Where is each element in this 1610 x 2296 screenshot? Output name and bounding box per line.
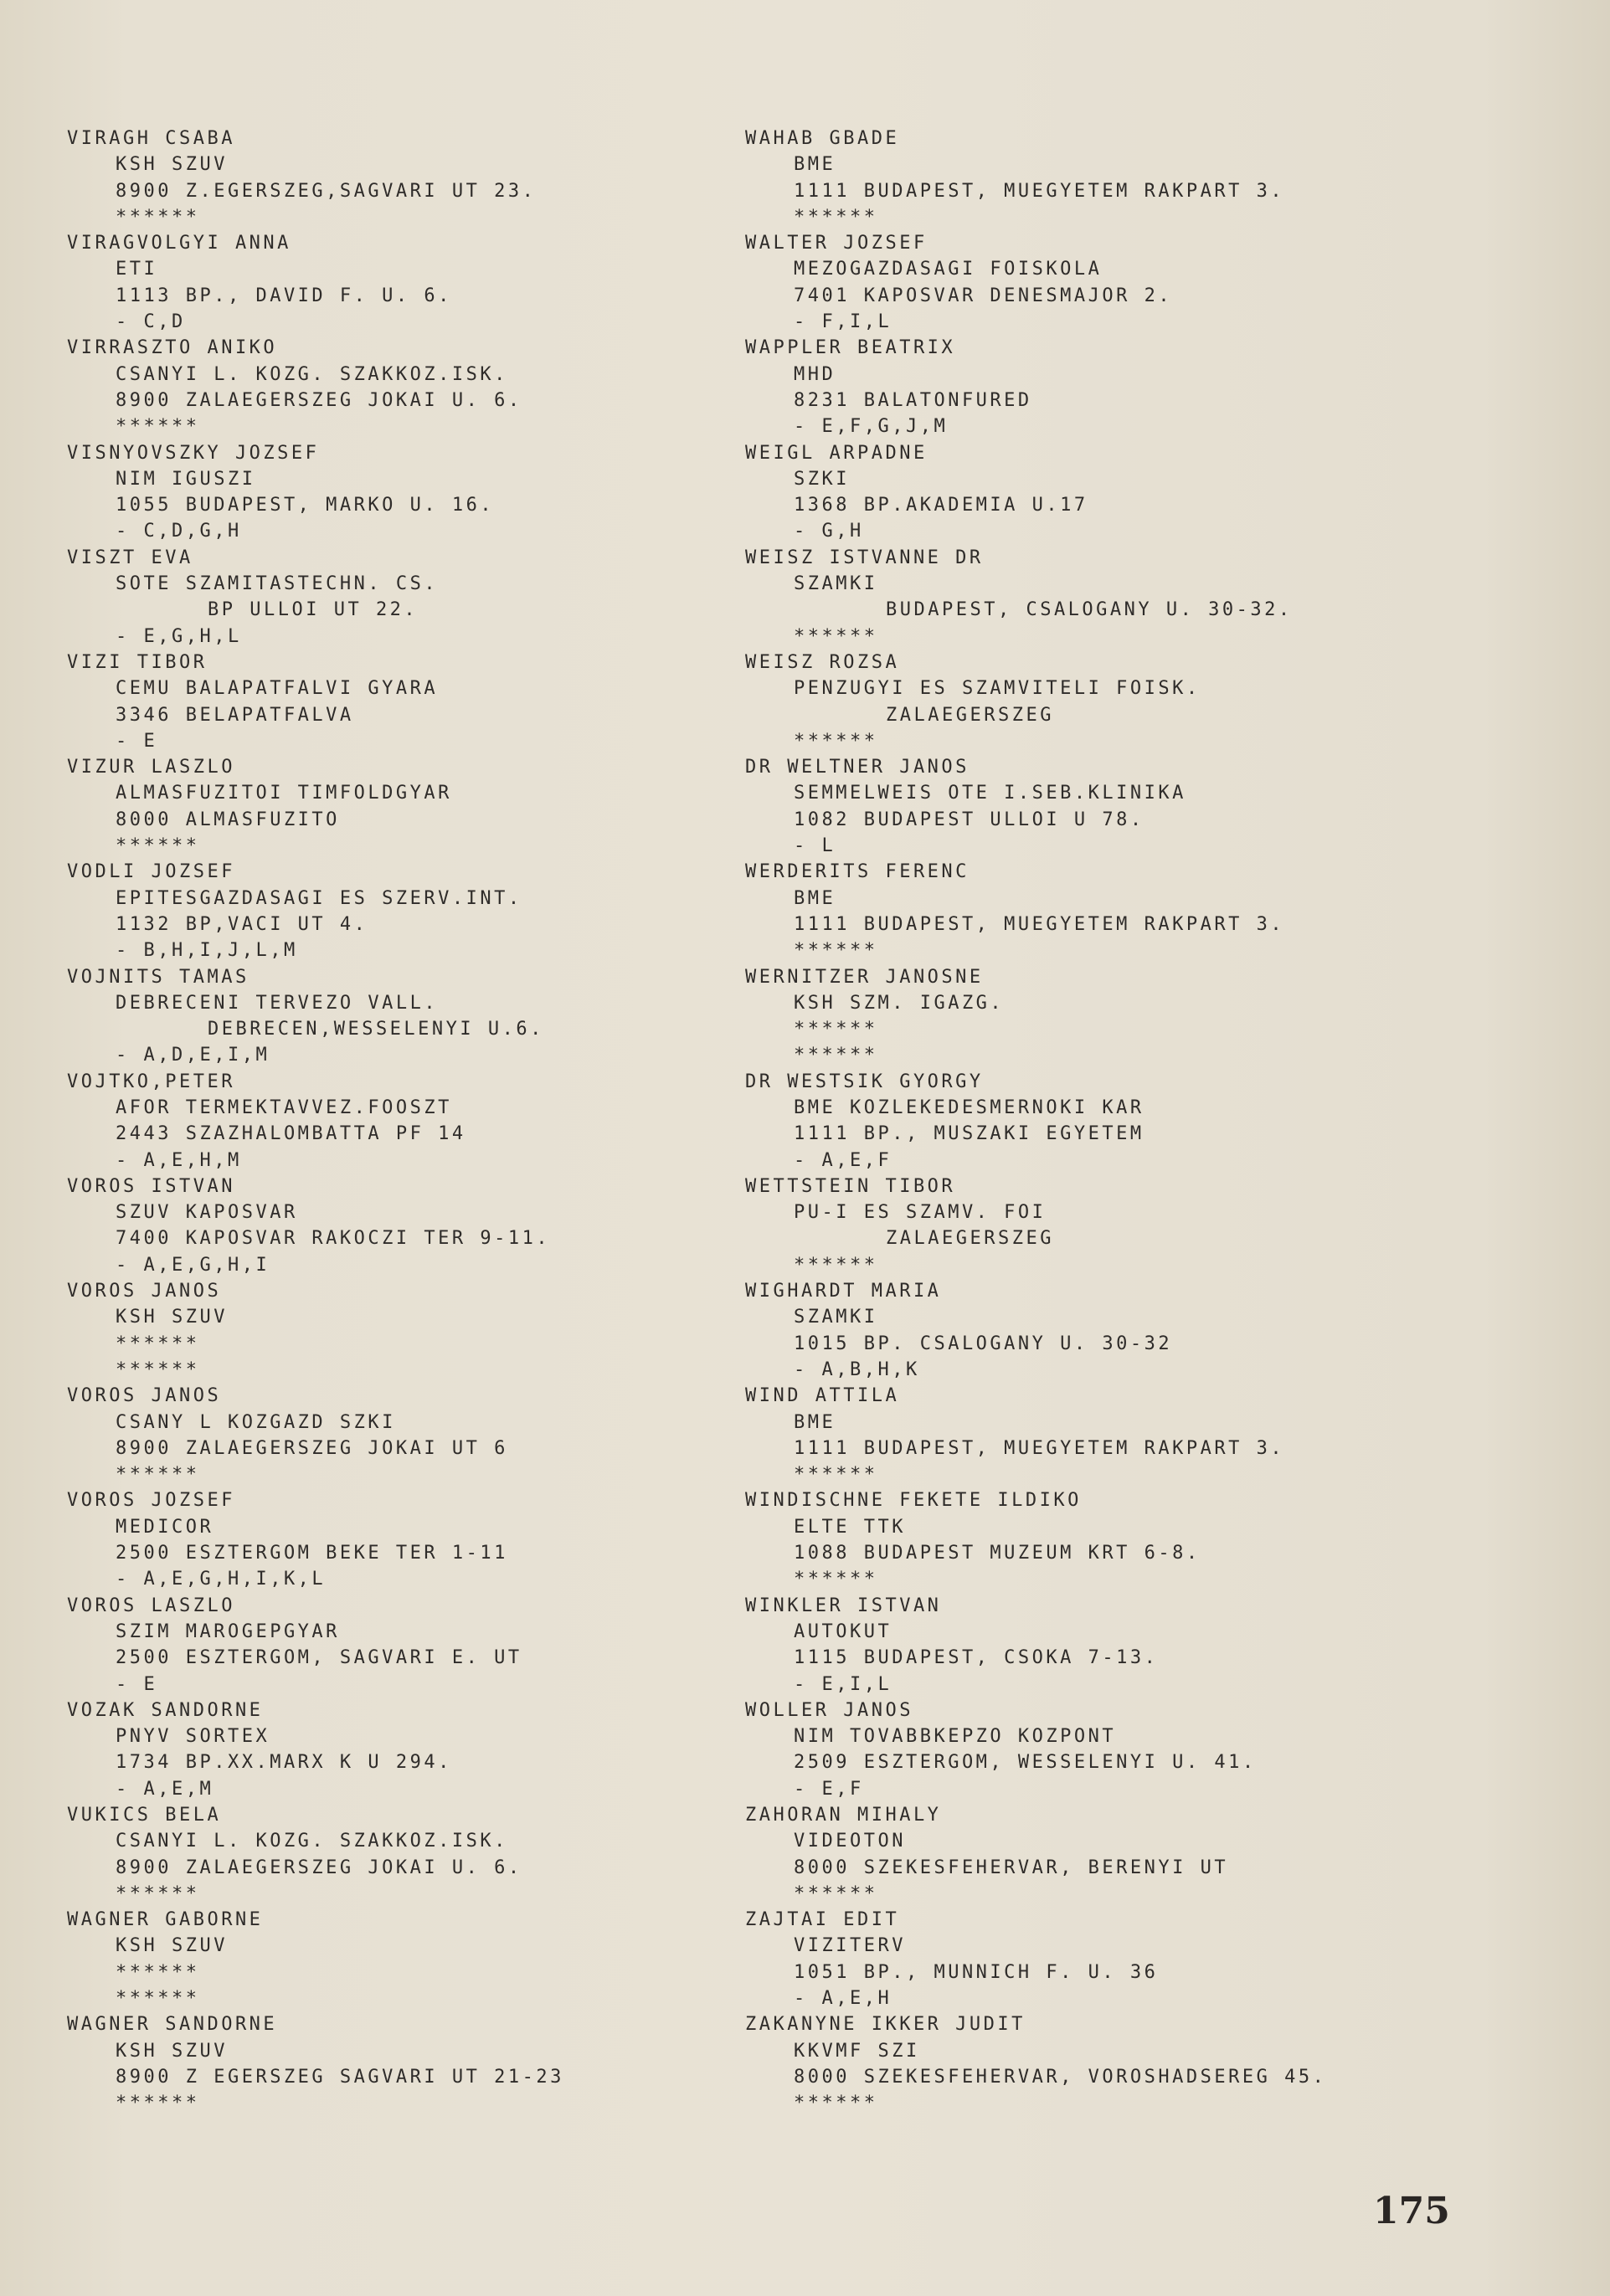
entry-detail-line: ****** xyxy=(794,1019,878,1040)
directory-entry xyxy=(67,440,564,545)
entry-detail-line: PNYV SORTEX xyxy=(116,1726,270,1748)
entry-name: VOZAK SANDORNE xyxy=(67,1699,264,1721)
entry-detail-line: ****** xyxy=(116,1333,200,1354)
entry-detail-line: NIM TOVABBKEPZO KOZPONT xyxy=(794,1726,1117,1748)
entry-detail-line: ****** xyxy=(794,625,878,647)
entry-detail-line: CEMU BALAPATFALVI GYARA xyxy=(116,678,439,700)
directory-entry xyxy=(67,859,564,963)
entry-detail-line: ****** xyxy=(116,416,200,438)
directory-entry xyxy=(745,1907,1326,2011)
entry-detail-line: MEDICOR xyxy=(116,1516,214,1538)
entry-detail-line: 2443 SZAZHALOMBATTA PF 14 xyxy=(116,1123,466,1145)
entry-detail-line: - A,D,E,I,M xyxy=(116,1045,270,1066)
entry-detail-line: 1115 BUDAPEST, CSOKA 7-13. xyxy=(794,1647,1159,1669)
directory-entry xyxy=(67,650,564,754)
entry-detail-line: KSH SZUV xyxy=(116,2040,228,2062)
entry-detail-line: DEBRECENI TERVEZO VALL. xyxy=(116,992,439,1014)
directory-entry xyxy=(745,754,1326,859)
directory-entry xyxy=(67,1907,564,2011)
directory-entry xyxy=(745,1593,1326,1698)
entry-name: WETTSTEIN TIBOR xyxy=(745,1175,956,1197)
directory-entry xyxy=(745,1278,1326,1383)
entry-detail-line: 8900 ZALAEGERSZEG JOKAI U. 6. xyxy=(116,389,522,411)
entry-detail-line: AUTOKUT xyxy=(794,1621,892,1642)
entry-detail-line: SZIM MAROGEPGYAR xyxy=(116,1621,340,1642)
entry-detail-line: BME xyxy=(794,1411,836,1433)
entry-detail-line: 7400 KAPOSVAR RAKOCZI TER 9-11. xyxy=(116,1228,551,1250)
entry-detail-line: - C,D xyxy=(116,311,186,333)
entry-detail-line: NIM IGUSZI xyxy=(116,468,256,490)
entry-detail-line: - A,E,F xyxy=(794,1149,892,1171)
entry-detail-line: SEMMELWEIS OTE I.SEB.KLINIKA xyxy=(794,783,1186,804)
right-column xyxy=(745,126,1326,2117)
entry-detail-line: - G,H xyxy=(794,521,864,542)
entry-detail-line: KSH SZUV xyxy=(116,1935,228,1957)
directory-entry xyxy=(745,440,1326,545)
directory-entry xyxy=(745,1174,1326,1278)
entry-detail-line: 1051 BP., MUNNICH F. U. 36 xyxy=(794,1961,1159,1983)
entry-name: VIRAGVOLGYI ANNA xyxy=(67,233,291,254)
directory-entry xyxy=(67,230,564,335)
directory-entry xyxy=(67,1174,564,1278)
directory-entry xyxy=(67,1698,564,1802)
entry-detail-line: 8900 Z.EGERSZEG,SAGVARI UT 23. xyxy=(116,180,537,202)
entry-name: VOROS LASZLO xyxy=(67,1595,235,1616)
directory-entry xyxy=(745,859,1326,963)
entry-detail-line: 8231 BALATONFURED xyxy=(794,389,1032,411)
entry-detail-line: ****** xyxy=(116,2093,200,2114)
entry-detail-line: 8000 SZEKESFEHERVAR, VOROSHADSEREG 45. xyxy=(794,2066,1327,2088)
entry-detail-line: PU-I ES SZAMV. FOI xyxy=(794,1202,1047,1224)
entry-detail-line: 1082 BUDAPEST ULLOI U 78. xyxy=(794,809,1144,830)
entry-detail-line: ****** xyxy=(794,206,878,228)
entry-detail-line: KSH SZUV xyxy=(116,154,228,176)
directory-entry xyxy=(745,1069,1326,1174)
directory-entry xyxy=(745,126,1326,230)
entry-name: WAHAB GBADE xyxy=(745,128,900,149)
directory-entry xyxy=(67,545,564,650)
entry-detail-line: - A,E,G,H,I xyxy=(116,1254,270,1276)
entry-detail-line: 2509 ESZTERGOM, WESSELENYI U. 41. xyxy=(794,1752,1257,1774)
entry-detail-line: - A,B,H,K xyxy=(794,1359,920,1380)
directory-entry xyxy=(745,1698,1326,1802)
entry-detail-line: ****** xyxy=(794,2093,878,2114)
entry-detail-line: MEZOGAZDASAGI FOISKOLA xyxy=(794,259,1103,280)
entry-detail-line: 1055 BUDAPEST, MARKO U. 16. xyxy=(116,495,495,516)
entry-name: WAGNER SANDORNE xyxy=(67,2014,278,2036)
entry-detail-line: - L xyxy=(794,835,836,857)
entry-detail-line: CSANY L KOZGAZD SZKI xyxy=(116,1411,396,1433)
entry-detail-line: KKVMF SZI xyxy=(794,2040,920,2062)
entry-detail-line: 1111 BUDAPEST, MUEGYETEM RAKPART 3. xyxy=(794,180,1285,202)
entry-detail-line: - A,E,H xyxy=(794,1988,892,2010)
entry-detail-line: - A,E,M xyxy=(116,1778,214,1800)
directory-entry xyxy=(67,964,564,1069)
entry-detail-line: CSANYI L. KOZG. SZAKKOZ.ISK. xyxy=(116,363,508,385)
entry-detail-line: - E,F xyxy=(794,1778,864,1800)
left-column xyxy=(67,126,564,2117)
entry-name: DR WELTNER JANOS xyxy=(745,757,970,778)
entry-name: WEISZ ROZSA xyxy=(745,651,900,673)
entry-name: VIZUR LASZLO xyxy=(67,757,235,778)
entry-name: WEIGL ARPADNE xyxy=(745,442,928,464)
directory-entry xyxy=(67,1802,564,1907)
entry-detail-line: ZALAEGERSZEG xyxy=(886,1228,1054,1250)
entry-detail-line: - A,E,H,M xyxy=(116,1149,242,1171)
entry-name: DR WESTSIK GYORGY xyxy=(745,1071,984,1092)
entry-name: VIZI TIBOR xyxy=(67,651,208,673)
entry-detail-line: 8900 Z EGERSZEG SAGVARI UT 21-23 xyxy=(116,2066,564,2088)
entry-name: WAGNER GABORNE xyxy=(67,1909,264,1931)
entry-detail-line: ****** xyxy=(116,1988,200,2010)
directory-entry xyxy=(745,1383,1326,1487)
page-number: 175 xyxy=(1373,2190,1450,2232)
entry-name: WERNITZER JANOSNE xyxy=(745,966,984,988)
directory-entry xyxy=(745,335,1326,439)
entry-detail-line: - C,D,G,H xyxy=(116,521,242,542)
entry-detail-line: ZALAEGERSZEG xyxy=(886,704,1054,726)
entry-detail-line: ****** xyxy=(794,940,878,962)
entry-detail-line: DEBRECEN,WESSELENYI U.6. xyxy=(208,1019,544,1040)
entry-detail-line: 1132 BP,VACI UT 4. xyxy=(116,913,368,935)
entry-detail-line: SZAMKI xyxy=(794,573,878,595)
entry-name: WIND ATTILA xyxy=(745,1385,900,1407)
entry-detail-line: 3346 BELAPATFALVA xyxy=(116,704,354,726)
entry-name: WINKLER ISTVAN xyxy=(745,1595,942,1616)
entry-detail-line: - E xyxy=(116,1673,158,1695)
directory-entry xyxy=(67,2011,564,2116)
entry-detail-line: KSH SZM. IGAZG. xyxy=(794,992,1005,1014)
entry-detail-line: BUDAPEST, CSALOGANY U. 30-32. xyxy=(886,599,1293,621)
entry-detail-line: ETI xyxy=(116,259,158,280)
entry-detail-line: MHD xyxy=(794,363,836,385)
entry-detail-line: 8900 ZALAEGERSZEG JOKAI U. 6. xyxy=(116,1857,522,1878)
entry-detail-line: ****** xyxy=(794,1254,878,1276)
entry-name: ZAHORAN MIHALY xyxy=(745,1805,942,1826)
entry-detail-line: - E,I,L xyxy=(794,1673,892,1695)
directory-entry xyxy=(67,754,564,859)
directory-entry xyxy=(745,964,1326,1069)
entry-detail-line: ALMASFUZITOI TIMFOLDGYAR xyxy=(116,783,452,804)
directory-entry xyxy=(745,1802,1326,1907)
entry-detail-line: SOTE SZAMITASTECHN. CS. xyxy=(116,573,439,595)
entry-detail-line: EPITESGAZDASAGI ES SZERV.INT. xyxy=(116,887,522,909)
entry-detail-line: 7401 KAPOSVAR DENESMAJOR 2. xyxy=(794,285,1173,306)
directory-entry xyxy=(67,126,564,230)
directory-entry xyxy=(67,1069,564,1174)
entry-detail-line: 1088 BUDAPEST MUZEUM KRT 6-8. xyxy=(794,1543,1201,1564)
entry-detail-line: SZAMKI xyxy=(794,1307,878,1328)
entry-name: VIRRASZTO ANIKO xyxy=(67,337,278,359)
directory-entry xyxy=(745,545,1326,650)
entry-name: VOJTKO,PETER xyxy=(67,1071,235,1092)
directory-entry xyxy=(67,1593,564,1698)
entry-detail-line: 1111 BUDAPEST, MUEGYETEM RAKPART 3. xyxy=(794,913,1285,935)
entry-detail-line: ****** xyxy=(116,206,200,228)
entry-name: WAPPLER BEATRIX xyxy=(745,337,956,359)
entry-name: VOROS JOZSEF xyxy=(67,1490,235,1512)
entry-detail-line: 1734 BP.XX.MARX K U 294. xyxy=(116,1752,452,1774)
entry-detail-line: - E,F,G,J,M xyxy=(794,416,949,438)
directory-entry xyxy=(67,1278,564,1383)
directory-entry xyxy=(745,1487,1326,1592)
entry-name: WEISZ ISTVANNE DR xyxy=(745,547,984,568)
entry-detail-line: ****** xyxy=(116,1961,200,1983)
entry-name: WERDERITS FERENC xyxy=(745,861,970,883)
directory-entry xyxy=(67,1383,564,1487)
entry-name: VISNYOVSZKY JOZSEF xyxy=(67,442,320,464)
entry-detail-line: VIZITERV xyxy=(794,1935,906,1957)
entry-detail-line: ****** xyxy=(794,1883,878,1904)
entry-detail-line: - F,I,L xyxy=(794,311,892,333)
entry-detail-line: 1113 BP., DAVID F. U. 6. xyxy=(116,285,452,306)
directory-entry xyxy=(745,230,1326,335)
entry-detail-line: PENZUGYI ES SZAMVITELI FOISK. xyxy=(794,678,1201,700)
entry-detail-line: 1111 BP., MUSZAKI EGYETEM xyxy=(794,1123,1144,1145)
entry-name: VOROS JANOS xyxy=(67,1385,222,1407)
entry-detail-line: BME xyxy=(794,887,836,909)
entry-detail-line: KSH SZUV xyxy=(116,1307,228,1328)
entry-name: VOJNITS TAMAS xyxy=(67,966,249,988)
entry-detail-line: ****** xyxy=(116,1883,200,1904)
entry-detail-line: ****** xyxy=(794,1464,878,1486)
entry-detail-line: AFOR TERMEKTAVVEZ.FOOSZT xyxy=(116,1097,452,1118)
entry-detail-line: ****** xyxy=(794,1045,878,1066)
entry-detail-line: - B,H,I,J,L,M xyxy=(116,940,298,962)
entry-detail-line: SZUV KAPOSVAR xyxy=(116,1202,298,1224)
entry-name: VUKICS BELA xyxy=(67,1805,222,1826)
entry-detail-line: BP ULLOI UT 22. xyxy=(208,599,419,621)
entry-name: ZAJTAI EDIT xyxy=(745,1909,900,1931)
entry-detail-line: ELTE TTK xyxy=(794,1516,906,1538)
entry-name: VOROS JANOS xyxy=(67,1281,222,1302)
entry-detail-line: BME KOZLEKEDESMERNOKI KAR xyxy=(794,1097,1144,1118)
entry-detail-line: CSANYI L. KOZG. SZAKKOZ.ISK. xyxy=(116,1831,508,1852)
entry-detail-line: SZKI xyxy=(794,468,850,490)
entry-name: WINDISCHNE FEKETE ILDIKO xyxy=(745,1490,1082,1512)
entry-detail-line: ****** xyxy=(116,1464,200,1486)
entry-detail-line: VIDEOTON xyxy=(794,1831,906,1852)
entry-detail-line: ****** xyxy=(794,1569,878,1590)
entry-detail-line: - A,E,G,H,I,K,L xyxy=(116,1569,327,1590)
entry-name: ZAKANYNE IKKER JUDIT xyxy=(745,2014,1026,2036)
directory-entry xyxy=(745,2011,1326,2116)
entry-detail-line: 1111 BUDAPEST, MUEGYETEM RAKPART 3. xyxy=(794,1437,1285,1459)
entry-detail-line: 8000 ALMASFUZITO xyxy=(116,809,340,830)
entry-detail-line: BME xyxy=(794,154,836,176)
entry-detail-line: - E xyxy=(116,730,158,752)
entry-detail-line: 2500 ESZTERGOM, SAGVARI E. UT xyxy=(116,1647,522,1669)
entry-name: VOROS ISTVAN xyxy=(67,1175,235,1197)
entry-name: WOLLER JANOS xyxy=(745,1699,913,1721)
entry-name: WIGHARDT MARIA xyxy=(745,1281,942,1302)
directory-entry xyxy=(67,1487,564,1592)
entry-detail-line: 8900 ZALAEGERSZEG JOKAI UT 6 xyxy=(116,1437,508,1459)
entry-detail-line: - E,G,H,L xyxy=(116,625,242,647)
entry-detail-line: 2500 ESZTERGOM BEKE TER 1-11 xyxy=(116,1543,508,1564)
entry-detail-line: ****** xyxy=(794,730,878,752)
directory-entry xyxy=(67,335,564,439)
directory-entry xyxy=(745,650,1326,754)
entry-detail-line: ****** xyxy=(116,1359,200,1380)
entry-name: WALTER JOZSEF xyxy=(745,233,928,254)
entry-name: VIRAGH CSABA xyxy=(67,128,235,149)
entry-name: VODLI JOZSEF xyxy=(67,861,235,883)
entry-name: VISZT EVA xyxy=(67,547,193,568)
entry-detail-line: 1015 BP. CSALOGANY U. 30-32 xyxy=(794,1333,1173,1354)
entry-detail-line: 1368 BP.AKADEMIA U.17 xyxy=(794,495,1088,516)
entry-detail-line: 8000 SZEKESFEHERVAR, BERENYI UT xyxy=(794,1857,1229,1878)
entry-detail-line: ****** xyxy=(116,835,200,857)
